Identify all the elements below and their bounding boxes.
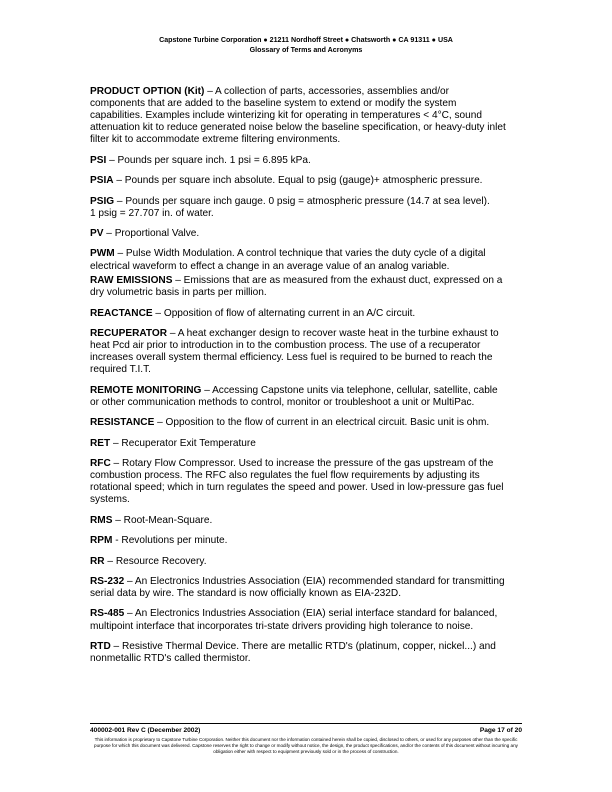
glossary-entry bbox=[90, 155, 532, 167]
glossary-definition: – Pounds per square inch. 1 psi = 6.895 kPa. bbox=[106, 154, 311, 166]
glossary-term: RESISTANCE bbox=[90, 417, 155, 429]
glossary-entry bbox=[90, 576, 532, 600]
glossary-term: RMS bbox=[90, 514, 113, 526]
glossary-definition: – Root-Mean-Square. bbox=[112, 514, 213, 526]
glossary-entry bbox=[90, 308, 532, 320]
glossary-term: PWM bbox=[90, 248, 115, 260]
glossary-entry bbox=[90, 248, 532, 272]
glossary-entry bbox=[90, 556, 532, 568]
glossary-definition: – Recuperator Exit Temperature bbox=[110, 437, 256, 449]
glossary-definition: – Pounds per square inch gauge. 0 psig = atmospheric pressure (14.7 at sea level). 1 psig = 27.707 in. of water. bbox=[90, 195, 490, 219]
glossary-term: PSI bbox=[90, 154, 107, 166]
glossary-term: RS-232 bbox=[90, 575, 125, 587]
glossary-term: RPM bbox=[90, 535, 113, 547]
glossary-definition: – A collection of parts, accessories, assemblies and/or components that are added to the baseline system to extend or modify the system capabilities. Examples include winterizing kit for operating in temperatures < 4°C, sound attenuation kit to reduce generated noise below the baseline specification, or heavy-duty inlet filter kit to accommodate extreme filtering environments. bbox=[90, 86, 506, 146]
glossary-entry bbox=[90, 228, 532, 240]
glossary-entry bbox=[90, 458, 532, 506]
glossary-entry bbox=[90, 86, 532, 146]
glossary-entry bbox=[90, 385, 532, 409]
glossary-term: PRODUCT OPTION (Kit) bbox=[90, 86, 205, 97]
glossary-term: REACTANCE bbox=[90, 307, 153, 319]
glossary-term: RAW EMISSIONS bbox=[90, 275, 173, 287]
glossary-entry bbox=[90, 608, 532, 632]
page-header bbox=[0, 36, 612, 55]
glossary-definition: – An Electronics Industries Association (EIA) serial interface standard for balanced, multipoint interface that incorporates tri-state drivers providing high tolerance to noise. bbox=[90, 608, 498, 632]
glossary-term: PV bbox=[90, 228, 104, 240]
glossary-term: PSIA bbox=[90, 175, 114, 187]
glossary-definition: – Pounds per square inch absolute. Equal to psig (gauge)+ atmospheric pressure. bbox=[113, 175, 483, 187]
glossary-definition: – Opposition of flow of alternating current in an A/C circuit. bbox=[152, 307, 416, 319]
glossary-definition: – Pulse Width Modulation. A control technique that varies the duty cycle of a digital electrical waveform to effect a change in an average value of an analog variable. bbox=[90, 248, 486, 272]
glossary-term: RECUPERATOR bbox=[90, 328, 168, 340]
glossary-entry bbox=[90, 417, 532, 429]
glossary-definition: – A heat exchanger design to recover waste heat in the turbine exhaust to heat Pcd air prior to introduction in to the combustion process. The use of a recuperator increases overall system thermal efficiency. Less fuel is required to be burned to reach the required T.I.T. bbox=[90, 328, 499, 376]
glossary-definition: – Resistive Thermal Device. There are metallic RTD's (platinum, copper, nickel...) and nonmetallic RTD's called thermistor. bbox=[90, 640, 496, 665]
page-footer bbox=[90, 723, 522, 754]
glossary-term: REMOTE MONITORING bbox=[90, 384, 202, 396]
glossary-definition: – Opposition to the flow of current in an electrical circuit. Basic unit is ohm. bbox=[154, 417, 490, 429]
glossary-term: RR bbox=[90, 555, 105, 567]
glossary-definition: – Proportional Valve. bbox=[103, 228, 200, 240]
glossary-definition: – Resource Recovery. bbox=[104, 555, 207, 567]
header-address: Capstone Turbine Corporation ● 21211 Nordhoff Street ● Chatsworth ● CA 91311 ● USA bbox=[159, 36, 453, 44]
glossary-entry bbox=[90, 535, 532, 547]
glossary-entry bbox=[90, 515, 532, 527]
glossary-term: PSIG bbox=[90, 195, 115, 207]
glossary-term: RS-485 bbox=[90, 608, 125, 620]
glossary-content bbox=[90, 86, 532, 673]
glossary-term: RET bbox=[90, 437, 111, 449]
proprietary-notice: This information is proprietary to Capstone Turbine Corporation. Neither this document nor the information contained herein shall be copied, disclosed to others, or used for any purposes other than the specific purpose for which this document was delivered. Capstone reserves the right to change or modify without notice, the design, the product specifications, and/or the contents of this document without incurring any obligation either with respect to equipment previously sold or in the process of construction. bbox=[94, 737, 518, 754]
glossary-entry bbox=[90, 275, 532, 299]
footer-info-row bbox=[90, 727, 522, 735]
glossary-entry bbox=[90, 196, 532, 220]
glossary-entry bbox=[90, 328, 532, 376]
page-number: Page 17 of 20 bbox=[479, 726, 522, 734]
glossary-definition: – Rotary Flow Compressor. Used to increase the pressure of the gas upstream of the combustion process. The RFC also regulates the fuel flow requirements by adjusting its rotational speed; which in turn regulates the speed and power. Used in low-pressure gas fuel systems. bbox=[90, 458, 504, 506]
footer-divider bbox=[90, 723, 522, 724]
header-title: Glossary of Terms and Acronyms bbox=[249, 45, 363, 54]
glossary-term: RFC bbox=[90, 458, 111, 470]
glossary-definition: – Emissions that are as measured from the exhaust duct, expressed on a dry volumetric basis in parts per million. bbox=[90, 275, 503, 299]
glossary-definition: – Accessing Capstone units via telephone, cellular, satellite, cable or other communication methods to control, monitor or troubleshoot a unit or MultiPac. bbox=[90, 384, 498, 408]
glossary-entry bbox=[90, 641, 532, 665]
glossary-entry bbox=[90, 438, 532, 450]
document-number: 400002-001 Rev C (December 2002) bbox=[90, 726, 201, 734]
glossary-definition: - Revolutions per minute. bbox=[112, 535, 228, 547]
glossary-term: RTD bbox=[90, 640, 111, 652]
glossary-entry bbox=[90, 175, 532, 187]
glossary-definition: – An Electronics Industries Association (EIA) recommended standard for transmitting serial data by wire. The standard is now officially known as EIA-232D. bbox=[90, 575, 505, 600]
